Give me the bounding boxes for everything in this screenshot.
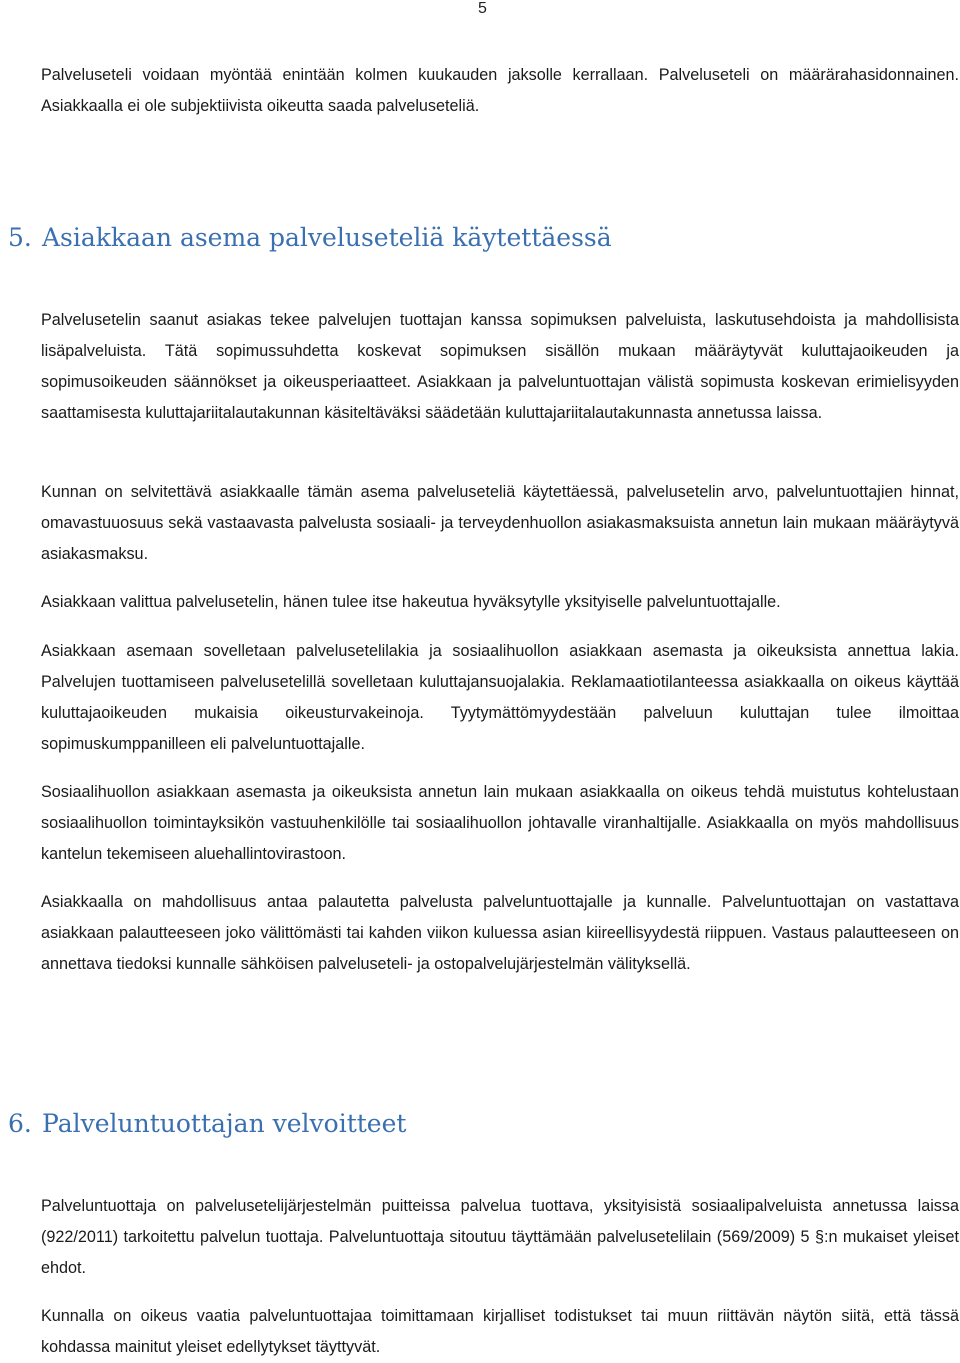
- intro-paragraph: Palveluseteli voidaan myöntää enintään kolmen kuukauden jaksolle kerrallaan. Palveluseteli on määrärahasidonnainen. Asiakkaalla ei ole subjektiivista oikeutta saada palveluseteliä.: [41, 66, 959, 115]
- section-5-paragraph-6: Asiakkaalla on mahdollisuus antaa palautetta palvelusta palveluntuottajalle ja kunnalle. Palveluntuottajan on vastattava asiakkaan palautteeseen joko välittömästi tai kahden viikon kuluessa asian kiireellisyydestä riippuen. Vastaus palautteeseen on annettava tiedoksi kunnalle sähköisen palveluseteli- ja ostopalvelujärjestelmän välityksellä.: [41, 893, 959, 973]
- section-6-paragraph-1: Palveluntuottaja on palvelusetelijärjestelmän puitteissa palvelua tuottava, yksityisistä sosiaalipalveluista annetussa laissa (922/2011) tarkoitettu palvelun tuottaja. Palveluntuottaja sitoutuu täyttämään palvelusetelilain (569/2009) 5 §:n mukaiset yleiset ehdot.: [41, 1197, 959, 1277]
- section-5-paragraph-4: Asiakkaan asemaan sovelletaan palvelusetelilakia ja sosiaalihuollon asiakkaan asemasta ja oikeuksista annettua lakia. Palvelujen tuottamiseen palvelusetelillä sovelletaan kuluttajansuojalakia. Reklamaatiotilanteessa asiakkaalla on oikeus käyttää kuluttajaoikeuden mukaisia oikeusturvakeinoja. Tyytymättömyydestään palveluun kuluttajan tulee ilmoittaa sopimuskumppanilleen eli palveluntuottajalle.: [41, 642, 959, 753]
- section-6-title: Palveluntuottajan velvoitteet: [42, 1109, 407, 1138]
- section-5-paragraph-1: Palvelusetelin saanut asiakas tekee palvelujen tuottajan kanssa sopimuksen palveluista, laskutusehdoista ja mahdollisista lisäpalveluista. Tätä sopimussuhdetta koskevat sopimuksen sisällön mukaan määräytyvät kuluttajaoikeuden ja sopimusoikeuden säännökset ja oikeusperiaatteet. Asiakkaan ja palveluntuottajan välistä sopimusta koskevan erimielisyyden saattamisesta kuluttajariitalautakunnan käsiteltäväksi säädetään kuluttajariitalautakunnasta annetussa laissa.: [41, 311, 959, 422]
- section-5-heading: [8, 222, 612, 254]
- section-5-number: 5.: [8, 223, 32, 252]
- section-6-paragraph-2: Kunnalla on oikeus vaatia palveluntuottajaa toimittamaan kirjalliset todistukset tai muun riittävän näytön siitä, että tässä kohdassa mainitut yleiset edellytykset täyttyvät.: [41, 1307, 959, 1356]
- section-5-paragraph-5: Sosiaalihuollon asiakkaan asemasta ja oikeuksista annetun lain mukaan asiakkaalla on oikeus tehdä muistutus kohtelustaan sosiaalihuollon toimintayksikön vastuuhenkilölle tai sosiaalihuollon johtavalle viranhaltijalle. Asiakkaalla on myös mahdollisuus kantelun tekemiseen aluehallintovirastoon.: [41, 783, 959, 863]
- section-5-title: Asiakkaan asema palveluseteliä käytettäessä: [42, 223, 612, 252]
- page-number: 5: [478, 0, 487, 17]
- section-5-paragraph-3: Asiakkaan valittua palvelusetelin, hänen tulee itse hakeutua hyväksytylle yksityiselle palveluntuottajalle.: [41, 593, 781, 611]
- section-6-number: 6.: [8, 1109, 32, 1138]
- section-5-paragraph-2: Kunnan on selvitettävä asiakkaalle tämän asema palveluseteliä käytettäessä, palvelusetelin arvo, palveluntuottajien hinnat, omavastuuosuus sekä vastaavasta palvelusta sosiaali- ja terveydenhuollon asiakasmaksuista annetun lain mukaan määräytyvä asiakasmaksu.: [41, 483, 959, 563]
- section-6-heading: [8, 1108, 406, 1140]
